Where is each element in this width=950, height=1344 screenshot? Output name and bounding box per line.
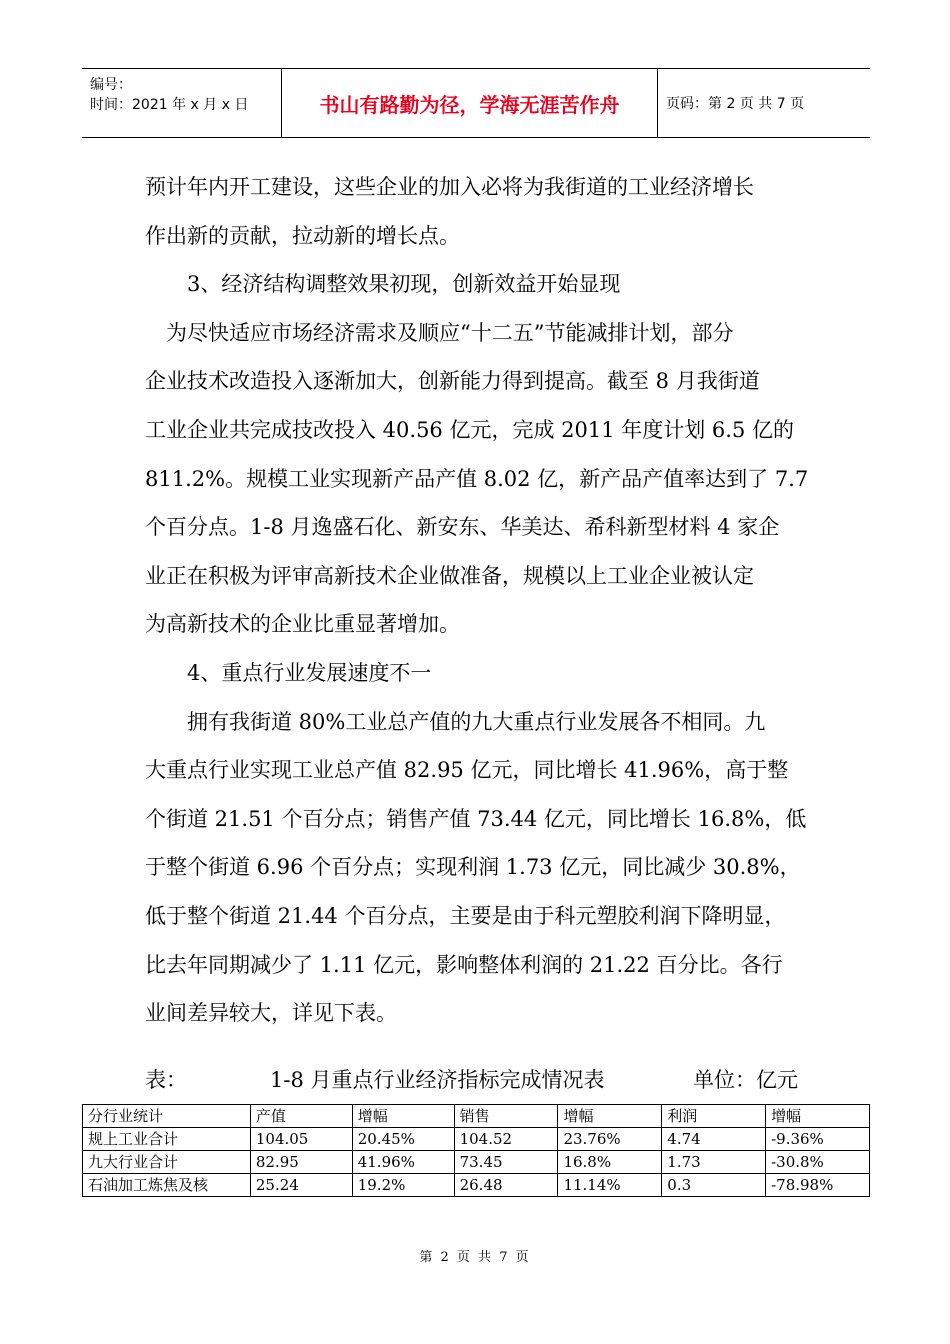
table-caption-unit: 单位：亿元 xyxy=(693,1068,798,1092)
table-cell: 19.2% xyxy=(352,1174,454,1197)
table-header-cell: 产值 xyxy=(250,1105,352,1128)
text-line: 4、重点行业发展速度不一 xyxy=(187,660,432,685)
text-line: 3、经济结构调整效果初现，创新效益开始显现 xyxy=(187,272,621,297)
paragraph xyxy=(145,163,810,260)
table-header-cell: 分行业统计 xyxy=(83,1105,251,1128)
table-header-cell: 增幅 xyxy=(352,1105,454,1128)
text-line: 为高新技术的企业比重显著增加。 xyxy=(145,612,460,637)
page-header xyxy=(82,68,870,138)
section-heading xyxy=(145,649,810,698)
table-cell: 82.95 xyxy=(250,1151,352,1174)
table-cell: 11.14% xyxy=(558,1174,662,1197)
table-cell: -78.98% xyxy=(766,1174,870,1197)
table-cell: 73.45 xyxy=(454,1151,558,1174)
text-line: 业间差异较大，详见下表。 xyxy=(145,1001,397,1026)
section-heading xyxy=(145,260,810,309)
table-cell: 25.24 xyxy=(250,1174,352,1197)
table-cell: -30.8% xyxy=(766,1151,870,1174)
table-cell: 九大行业合计 xyxy=(83,1151,251,1174)
table-cell: 0.3 xyxy=(662,1174,766,1197)
text-line: 811.2%。规模工业实现新产品产值 8.02 亿，新产品产值率达到了 7.7 xyxy=(145,466,809,491)
text-line: 业正在积极为评审高新技术企业做准备，规模以上工业企业被认定 xyxy=(145,563,754,588)
table-cell: 26.48 xyxy=(454,1174,558,1197)
paragraph xyxy=(145,309,810,649)
table-cell: 104.52 xyxy=(454,1128,558,1151)
text-line: 比去年同期减少了 1.11 亿元，影响整体利润的 21.22 百分比。各行 xyxy=(145,952,783,977)
table-header-cell: 销售 xyxy=(454,1105,558,1128)
table-header-cell: 利润 xyxy=(662,1105,766,1128)
text-line: 个百分点。1-8 月逸盛石化、新安东、华美达、希科新型材料 4 家企 xyxy=(145,515,780,540)
document-body xyxy=(145,163,810,1038)
table-row xyxy=(83,1128,870,1151)
table-cell: 石油加工炼焦及核 xyxy=(83,1174,251,1197)
text-line: 企业技术改造投入逐渐加大，创新能力得到提高。截至 8 月我街道 xyxy=(145,369,760,394)
table-caption-prefix: 表： xyxy=(145,1068,187,1092)
table-cell: 41.96% xyxy=(352,1151,454,1174)
text-line: 大重点行业实现工业总产值 82.95 亿元，同比增长 41.96%，高于整 xyxy=(145,758,789,783)
industry-indicators-table xyxy=(82,1104,870,1197)
text-line: 拥有我街道 80%工业总产值的九大重点行业发展各不相同。九 xyxy=(187,709,766,734)
document-date: 时间：2021 年 x 月 x 日 xyxy=(90,97,249,113)
text-line: 个街道 21.51 个百分点；销售产值 73.44 亿元，同比增长 16.8%，低 xyxy=(145,806,807,831)
header-meta xyxy=(82,69,282,137)
text-line: 为尽快适应市场经济需求及顺应“十二五”节能减排计划，部分 xyxy=(166,320,734,345)
text-line: 低于整个街道 21.44 个百分点，主要是由于科元塑胶利润下降明显， xyxy=(145,903,786,928)
table-header-cell: 增幅 xyxy=(766,1105,870,1128)
table-cell: 23.76% xyxy=(558,1128,662,1151)
table-caption-title: 1-8 月重点行业经济指标完成情况表 xyxy=(270,1068,605,1092)
text-line: 工业企业共完成技改投入 40.56 亿元，完成 2011 年度计划 6.5 亿的 xyxy=(145,417,795,442)
table-header-cell: 增幅 xyxy=(558,1105,662,1128)
table-cell: -9.36% xyxy=(766,1128,870,1151)
table-row xyxy=(83,1174,870,1197)
text-line: 于整个街道 6.96 个百分点；实现利润 1.73 亿元，同比减少 30.8%， xyxy=(145,855,801,880)
document-number: 编号： xyxy=(90,77,132,93)
table-header-row xyxy=(83,1105,870,1128)
table-cell: 规上工业合计 xyxy=(83,1128,251,1151)
table-cell: 1.73 xyxy=(662,1151,766,1174)
paragraph xyxy=(145,698,810,1038)
table-cell: 104.05 xyxy=(250,1128,352,1151)
text-line: 作出新的贡献，拉动新的增长点。 xyxy=(145,223,460,248)
table-caption xyxy=(145,1063,810,1097)
header-motto: 书山有路勤为径，学海无涯苦作舟 xyxy=(282,69,658,137)
table-row xyxy=(83,1151,870,1174)
table-cell: 20.45% xyxy=(352,1128,454,1151)
header-page-number: 页码：第 2 页 共 7 页 xyxy=(666,96,805,112)
page-footer: 第 2 页 共 7 页 xyxy=(419,1250,531,1265)
text-line: 预计年内开工建设，这些企业的加入必将为我街道的工业经济增长 xyxy=(145,175,754,199)
table-cell: 16.8% xyxy=(558,1151,662,1174)
table-cell: 4.74 xyxy=(662,1128,766,1151)
